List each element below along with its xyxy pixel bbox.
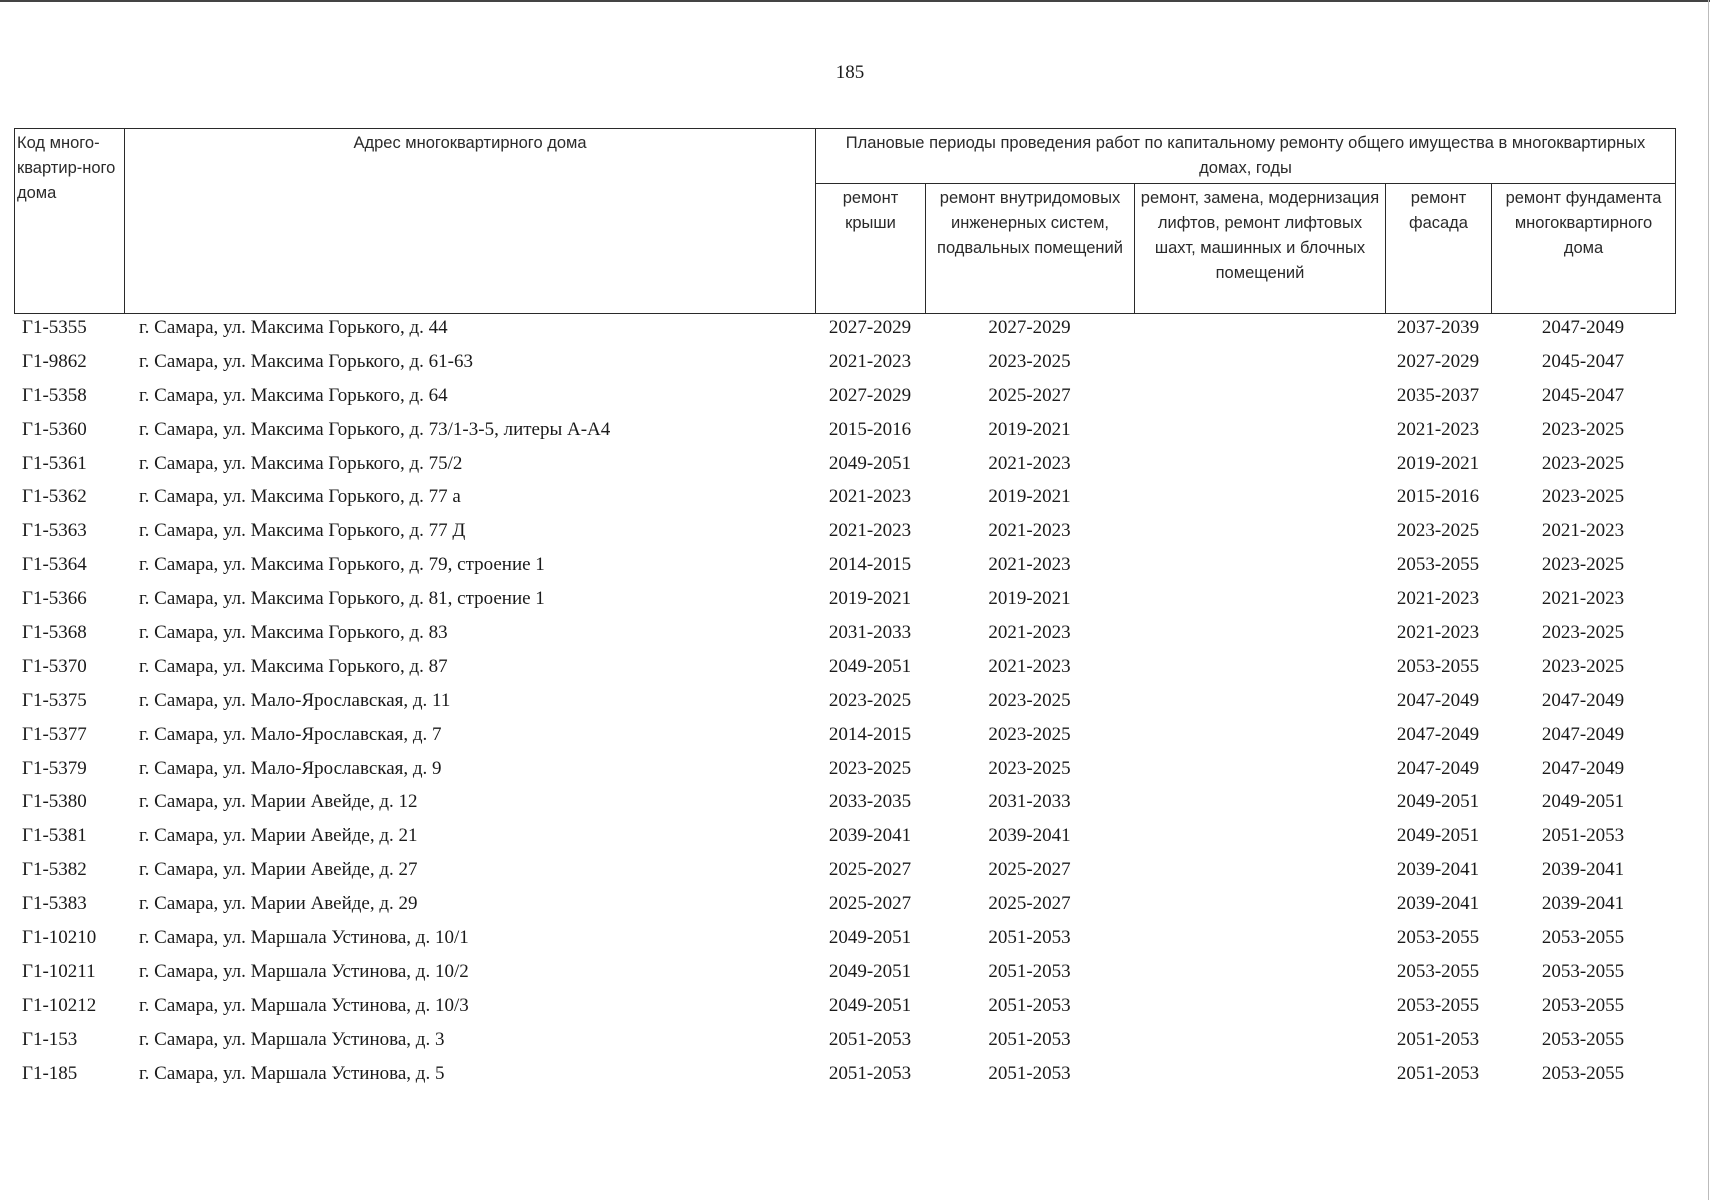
address-cell: г. Самара, ул. Максима Горького, д. 61-63 <box>139 350 473 372</box>
page-number: 185 <box>835 62 865 83</box>
systems-period-cell: 2051-2053 <box>988 1062 1071 1084</box>
table-row <box>14 989 1675 1023</box>
right-border-line <box>1708 0 1709 1200</box>
code-cell: Г1-5382 <box>22 859 87 881</box>
roof-period-cell: 2021-2023 <box>828 486 912 508</box>
table-row <box>14 853 1675 887</box>
address-cell: г. Самара, ул. Максима Горького, д. 87 <box>139 655 448 677</box>
facade-period-cell: 2037-2039 <box>1396 316 1480 338</box>
facade-period-cell: 2035-2037 <box>1396 384 1480 406</box>
lifts-period-cell <box>1134 752 1385 786</box>
roof-period-cell: 2014-2015 <box>828 723 912 745</box>
header-foundation: ремонт фундамента многоквартирного дома <box>1492 184 1676 314</box>
lifts-period-cell <box>1134 311 1385 345</box>
facade-period-cell: 2053-2055 <box>1396 960 1480 982</box>
table-row <box>14 379 1675 413</box>
address-cell: г. Самара, ул. Максима Горького, д. 44 <box>139 316 448 338</box>
data-table <box>14 311 1675 1090</box>
code-cell: Г1-5370 <box>22 655 87 677</box>
roof-period-cell: 2021-2023 <box>828 350 912 372</box>
systems-period-cell: 2025-2027 <box>988 859 1071 881</box>
table-row <box>14 752 1675 786</box>
address-cell: г. Самара, ул. Максима Горького, д. 64 <box>139 384 448 406</box>
facade-period-cell: 2047-2049 <box>1396 757 1480 779</box>
lifts-period-cell <box>1134 853 1385 887</box>
foundation-period-cell: 2049-2051 <box>1541 791 1625 813</box>
systems-period-cell: 2023-2025 <box>988 723 1071 745</box>
systems-period-cell: 2019-2021 <box>988 588 1071 610</box>
address-cell: г. Самара, ул. Маршала Устинова, д. 5 <box>139 1062 445 1084</box>
address-cell: г. Самара, ул. Марии Авейде, д. 27 <box>139 859 418 881</box>
table-row <box>14 955 1675 989</box>
foundation-period-cell: 2045-2047 <box>1541 350 1625 372</box>
lifts-period-cell <box>1134 480 1385 514</box>
lifts-period-cell <box>1134 989 1385 1023</box>
lifts-period-cell <box>1134 718 1385 752</box>
systems-period-cell: 2019-2021 <box>988 418 1071 440</box>
code-cell: Г1-10211 <box>22 960 96 982</box>
code-cell: Г1-5377 <box>22 723 87 745</box>
table-row <box>14 887 1675 921</box>
lifts-period-cell <box>1134 345 1385 379</box>
systems-period-cell: 2021-2023 <box>988 621 1071 643</box>
table-row <box>14 1023 1675 1057</box>
lifts-period-cell <box>1134 616 1385 650</box>
systems-period-cell: 2051-2053 <box>988 1028 1071 1050</box>
facade-period-cell: 2021-2023 <box>1396 588 1480 610</box>
facade-period-cell: 2047-2049 <box>1396 723 1480 745</box>
address-cell: г. Самара, ул. Максима Горького, д. 77 Д <box>139 520 466 542</box>
roof-period-cell: 2023-2025 <box>828 689 912 711</box>
roof-period-cell: 2019-2021 <box>828 588 912 610</box>
foundation-period-cell: 2047-2049 <box>1541 316 1625 338</box>
code-cell: Г1-5380 <box>22 791 87 813</box>
roof-period-cell: 2025-2027 <box>828 859 912 881</box>
code-cell: Г1-10212 <box>22 994 97 1016</box>
table-row <box>14 819 1675 853</box>
address-cell: г. Самара, ул. Марии Авейде, д. 21 <box>139 825 418 847</box>
foundation-period-cell: 2039-2041 <box>1541 893 1625 915</box>
address-cell: г. Самара, ул. Марии Авейде, д. 29 <box>139 893 418 915</box>
roof-period-cell: 2015-2016 <box>828 418 912 440</box>
address-cell: г. Самара, ул. Мало-Ярославская, д. 11 <box>139 689 451 711</box>
systems-period-cell: 2027-2029 <box>988 316 1071 338</box>
address-cell: г. Самара, ул. Максима Горького, д. 73/1-3-5, литеры А-А4 <box>139 418 611 440</box>
header-lifts: ремонт, замена, модернизация лифтов, ремонт лифтовых шахт, машинных и блочных помещений <box>1135 184 1386 314</box>
roof-period-cell: 2051-2053 <box>828 1062 912 1084</box>
code-cell: Г1-5363 <box>22 520 87 542</box>
table-row <box>14 514 1675 548</box>
table-row <box>14 480 1675 514</box>
foundation-period-cell: 2053-2055 <box>1541 926 1625 948</box>
systems-period-cell: 2051-2053 <box>988 960 1071 982</box>
roof-period-cell: 2033-2035 <box>828 791 912 813</box>
address-cell: г. Самара, ул. Мало-Ярославская, д. 7 <box>139 723 442 745</box>
header-address: Адрес многоквартирного дома <box>125 129 816 314</box>
roof-period-cell: 2049-2051 <box>828 655 912 677</box>
lifts-period-cell <box>1134 548 1385 582</box>
facade-period-cell: 2023-2025 <box>1396 520 1480 542</box>
address-cell: г. Самара, ул. Максима Горького, д. 83 <box>139 621 448 643</box>
facade-period-cell: 2015-2016 <box>1396 486 1480 508</box>
lifts-period-cell <box>1134 887 1385 921</box>
roof-period-cell: 2021-2023 <box>828 520 912 542</box>
roof-period-cell: 2049-2051 <box>828 926 912 948</box>
foundation-period-cell: 2053-2055 <box>1541 1028 1625 1050</box>
table-body <box>14 311 1675 1090</box>
code-cell: Г1-153 <box>22 1028 78 1050</box>
code-cell: Г1-5375 <box>22 689 87 711</box>
address-cell: г. Самара, ул. Мало-Ярославская, д. 9 <box>139 757 442 779</box>
address-cell: г. Самара, ул. Максима Горького, д. 75/2 <box>139 452 463 474</box>
systems-period-cell: 2019-2021 <box>988 486 1071 508</box>
systems-period-cell: 2051-2053 <box>988 926 1071 948</box>
facade-period-cell: 2047-2049 <box>1396 689 1480 711</box>
code-cell: Г1-10210 <box>22 926 97 948</box>
systems-period-cell: 2031-2033 <box>988 791 1071 813</box>
lifts-period-cell <box>1134 1023 1385 1057</box>
facade-period-cell: 2039-2041 <box>1396 859 1480 881</box>
roof-period-cell: 2023-2025 <box>828 757 912 779</box>
roof-period-cell: 2049-2051 <box>828 452 912 474</box>
top-border-line <box>0 0 1710 2</box>
table-row <box>14 718 1675 752</box>
facade-period-cell: 2051-2053 <box>1396 1028 1480 1050</box>
facade-period-cell: 2051-2053 <box>1396 1062 1480 1084</box>
systems-period-cell: 2039-2041 <box>988 825 1071 847</box>
lifts-period-cell <box>1134 921 1385 955</box>
code-cell: Г1-185 <box>22 1062 78 1084</box>
header-systems: ремонт внутридомовых инженерных систем, подвальных помещений <box>926 184 1135 314</box>
code-cell: Г1-5355 <box>22 316 87 338</box>
address-cell: г. Самара, ул. Максима Горького, д. 77 а <box>139 486 461 508</box>
systems-period-cell: 2021-2023 <box>988 554 1071 576</box>
table-row <box>14 1057 1675 1091</box>
systems-period-cell: 2023-2025 <box>988 757 1071 779</box>
lifts-period-cell <box>1134 955 1385 989</box>
table-row <box>14 785 1675 819</box>
facade-period-cell: 2039-2041 <box>1396 893 1480 915</box>
systems-period-cell: 2051-2053 <box>988 994 1071 1016</box>
foundation-period-cell: 2023-2025 <box>1541 554 1625 576</box>
table-row <box>14 921 1675 955</box>
table-row <box>14 582 1675 616</box>
foundation-period-cell: 2047-2049 <box>1541 723 1625 745</box>
foundation-period-cell: 2023-2025 <box>1541 486 1625 508</box>
systems-period-cell: 2025-2027 <box>988 893 1071 915</box>
facade-period-cell: 2053-2055 <box>1396 926 1480 948</box>
table-header <box>14 128 1676 314</box>
foundation-period-cell: 2023-2025 <box>1541 452 1625 474</box>
table-row <box>14 616 1675 650</box>
code-cell: Г1-5361 <box>22 452 87 474</box>
lifts-period-cell <box>1134 684 1385 718</box>
facade-period-cell: 2049-2051 <box>1396 791 1480 813</box>
roof-period-cell: 2025-2027 <box>828 893 912 915</box>
table-row <box>14 447 1675 481</box>
code-cell: Г1-5358 <box>22 384 87 406</box>
code-cell: Г1-5383 <box>22 893 87 915</box>
foundation-period-cell: 2023-2025 <box>1541 621 1625 643</box>
systems-period-cell: 2023-2025 <box>988 350 1071 372</box>
lifts-period-cell <box>1134 785 1385 819</box>
address-cell: г. Самара, ул. Маршала Устинова, д. 10/2 <box>139 960 469 982</box>
systems-period-cell: 2023-2025 <box>988 689 1071 711</box>
foundation-period-cell: 2051-2053 <box>1541 825 1625 847</box>
roof-period-cell: 2027-2029 <box>828 384 912 406</box>
lifts-period-cell <box>1134 379 1385 413</box>
roof-period-cell: 2027-2029 <box>828 316 912 338</box>
header-code: Код много-квартир-ного дома <box>15 129 125 314</box>
facade-period-cell: 2019-2021 <box>1396 452 1480 474</box>
roof-period-cell: 2049-2051 <box>828 960 912 982</box>
roof-period-cell: 2031-2033 <box>828 621 912 643</box>
systems-period-cell: 2025-2027 <box>988 384 1071 406</box>
foundation-period-cell: 2053-2055 <box>1541 960 1625 982</box>
lifts-period-cell <box>1134 1057 1385 1091</box>
code-cell: Г1-5362 <box>22 486 87 508</box>
address-cell: г. Самара, ул. Маршала Устинова, д. 3 <box>139 1028 445 1050</box>
foundation-period-cell: 2053-2055 <box>1541 994 1625 1016</box>
table-row <box>14 548 1675 582</box>
address-cell: г. Самара, ул. Максима Горького, д. 79, строение 1 <box>139 554 545 576</box>
address-cell: г. Самара, ул. Маршала Устинова, д. 10/1 <box>139 926 469 948</box>
code-cell: Г1-5381 <box>22 825 87 847</box>
code-cell: Г1-5379 <box>22 757 87 779</box>
table-row <box>14 345 1675 379</box>
lifts-period-cell <box>1134 582 1385 616</box>
table-row <box>14 650 1675 684</box>
address-cell: г. Самара, ул. Марии Авейде, д. 12 <box>139 791 418 813</box>
lifts-period-cell <box>1134 650 1385 684</box>
table-row <box>14 413 1675 447</box>
table-row <box>14 684 1675 718</box>
address-cell: г. Самара, ул. Маршала Устинова, д. 10/3 <box>139 994 469 1016</box>
header-roof: ремонт крыши <box>816 184 926 314</box>
systems-period-cell: 2021-2023 <box>988 520 1071 542</box>
systems-period-cell: 2021-2023 <box>988 452 1071 474</box>
header-facade: ремонт фасада <box>1386 184 1492 314</box>
facade-period-cell: 2027-2029 <box>1396 350 1480 372</box>
foundation-period-cell: 2021-2023 <box>1541 520 1625 542</box>
code-cell: Г1-9862 <box>22 350 87 372</box>
roof-period-cell: 2014-2015 <box>828 554 912 576</box>
code-cell: Г1-5364 <box>22 554 87 576</box>
lifts-period-cell <box>1134 447 1385 481</box>
foundation-period-cell: 2023-2025 <box>1541 655 1625 677</box>
lifts-period-cell <box>1134 819 1385 853</box>
roof-period-cell: 2039-2041 <box>828 825 912 847</box>
facade-period-cell: 2053-2055 <box>1396 655 1480 677</box>
address-cell: г. Самара, ул. Максима Горького, д. 81, строение 1 <box>139 588 545 610</box>
header-periods: Плановые периоды проведения работ по капитальному ремонту общего имущества в многоквартирных домах, годы <box>816 129 1676 184</box>
code-cell: Г1-5360 <box>22 418 87 440</box>
foundation-period-cell: 2047-2049 <box>1541 757 1625 779</box>
roof-period-cell: 2051-2053 <box>828 1028 912 1050</box>
facade-period-cell: 2021-2023 <box>1396 418 1480 440</box>
facade-period-cell: 2049-2051 <box>1396 825 1480 847</box>
foundation-period-cell: 2053-2055 <box>1541 1062 1625 1084</box>
foundation-period-cell: 2045-2047 <box>1541 384 1625 406</box>
lifts-period-cell <box>1134 413 1385 447</box>
foundation-period-cell: 2047-2049 <box>1541 689 1625 711</box>
facade-period-cell: 2053-2055 <box>1396 554 1480 576</box>
foundation-period-cell: 2021-2023 <box>1541 588 1625 610</box>
foundation-period-cell: 2023-2025 <box>1541 418 1625 440</box>
table-row <box>14 311 1675 345</box>
facade-period-cell: 2053-2055 <box>1396 994 1480 1016</box>
code-cell: Г1-5368 <box>22 621 87 643</box>
lifts-period-cell <box>1134 514 1385 548</box>
code-cell: Г1-5366 <box>22 588 87 610</box>
systems-period-cell: 2021-2023 <box>988 655 1071 677</box>
roof-period-cell: 2049-2051 <box>828 994 912 1016</box>
facade-period-cell: 2021-2023 <box>1396 621 1480 643</box>
foundation-period-cell: 2039-2041 <box>1541 859 1625 881</box>
